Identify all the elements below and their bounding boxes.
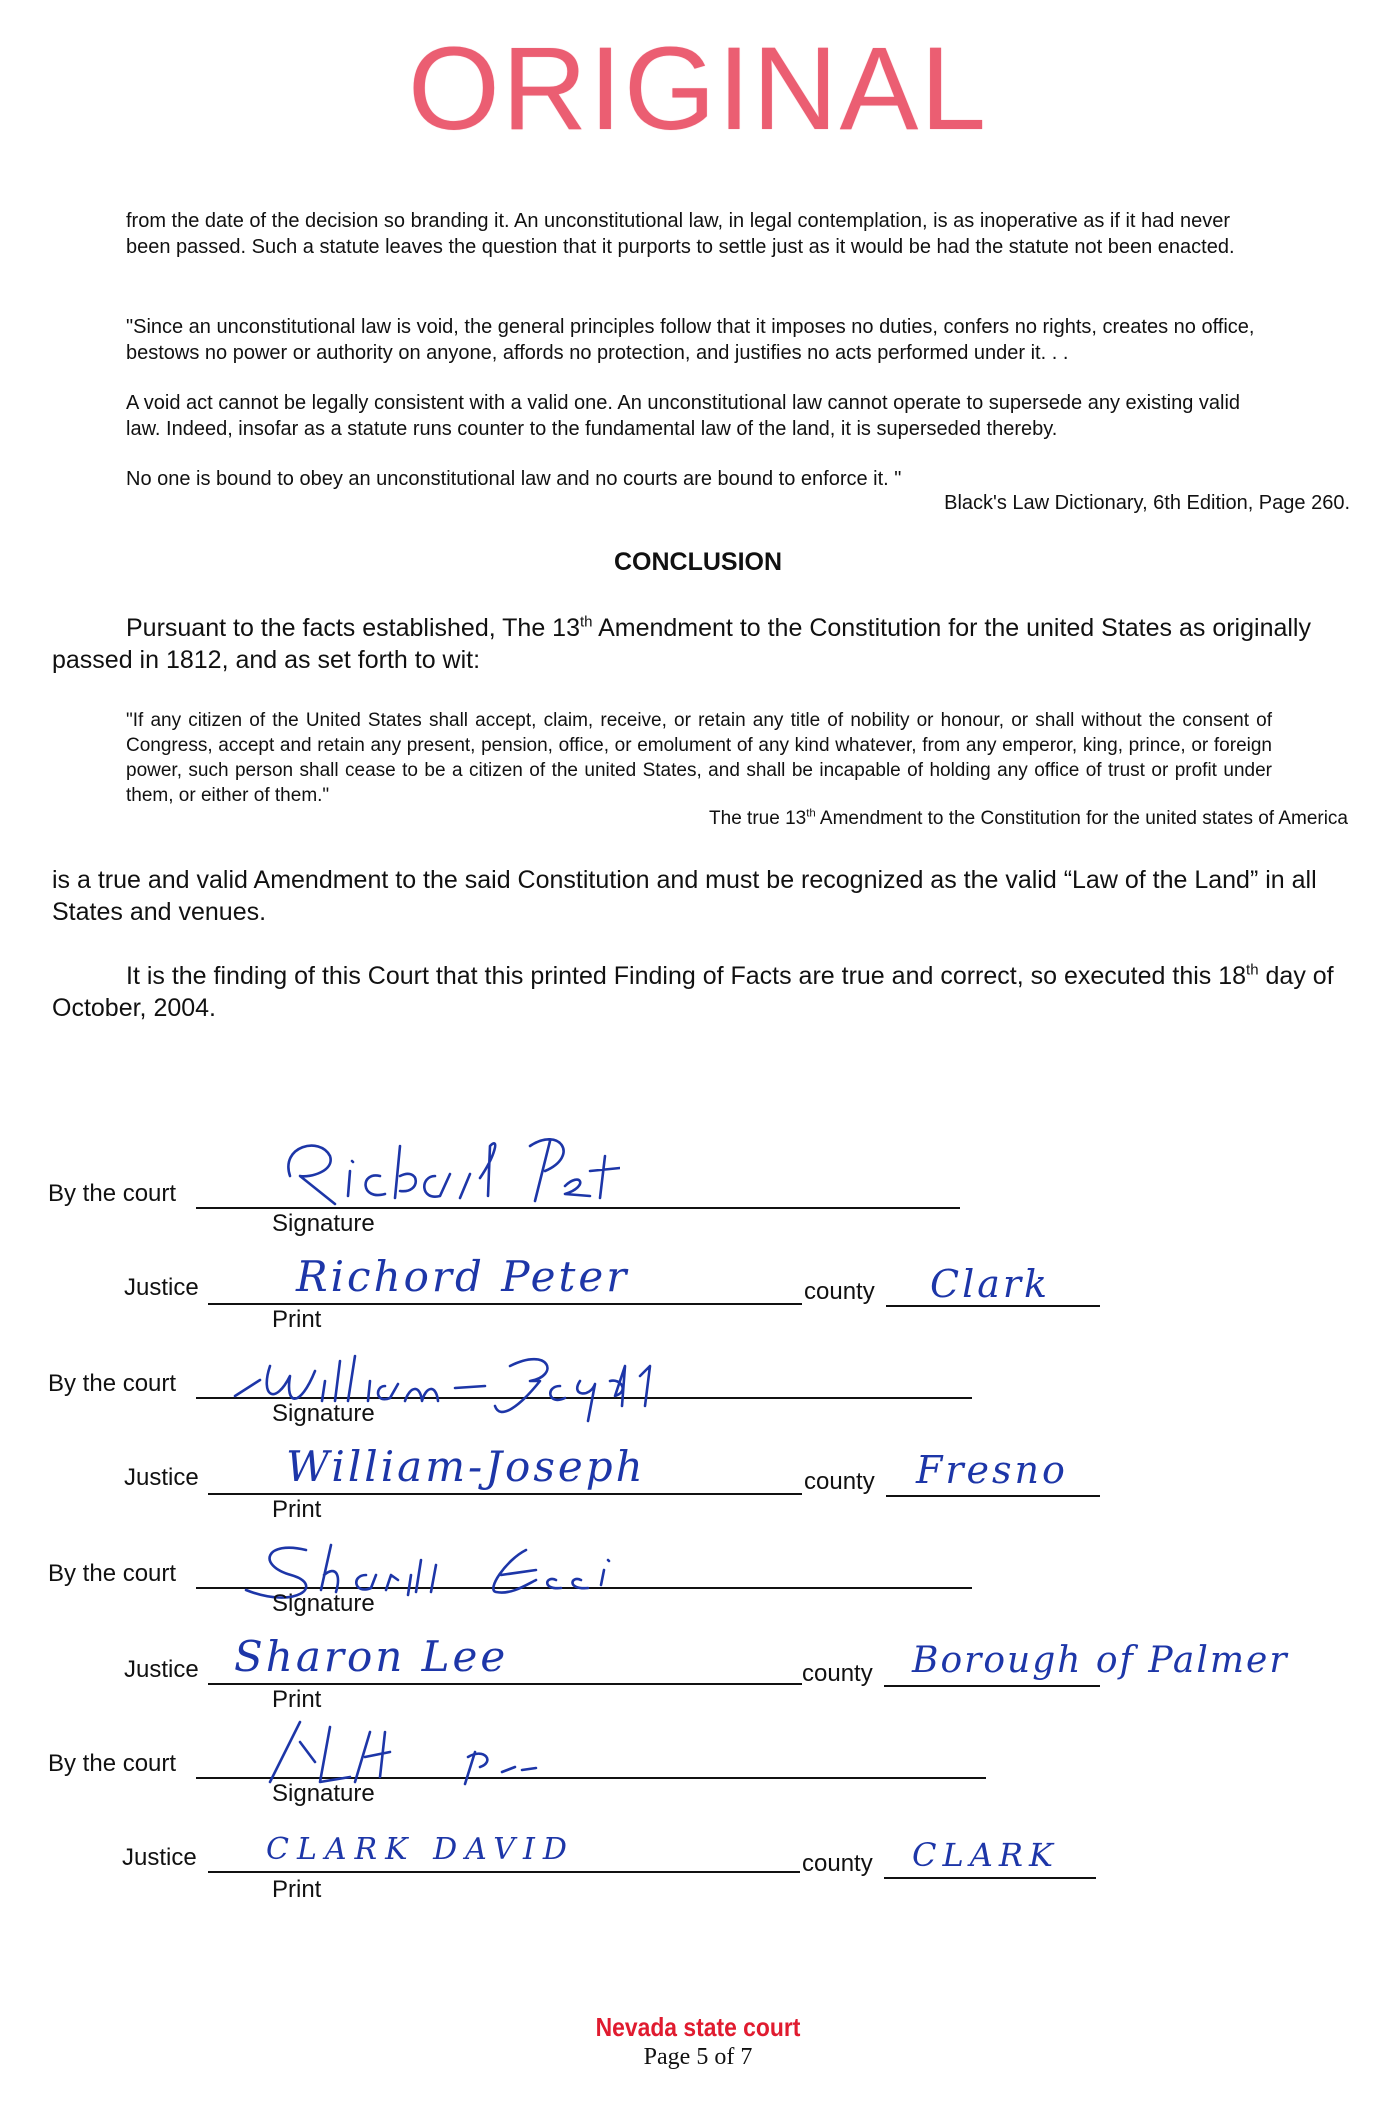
conclusion-intro	[52, 612, 1352, 676]
county-line	[884, 1877, 1096, 1879]
by-the-court-label: By the court	[48, 1180, 177, 1207]
intro-text-b: Amendment to the Constitution for the united States as originally passed in 1812, and as set forth to wit:	[52, 614, 1311, 674]
county-name: Borough of Palmer	[912, 1640, 1289, 1681]
quote-attr-b: Amendment to the Constitution for the united states of America	[815, 808, 1348, 829]
print-line	[208, 1493, 802, 1495]
intro-sup: th	[580, 613, 593, 631]
print-name: CLARK DAVID	[266, 1832, 575, 1867]
amendment-quote: "If any citizen of the United States shall accept, claim, receive, or retain any title of nobility or honour, or shall without the consent of Congress, accept and retain any present, pension, office, or emolument of any kind whatever, from any emperor, king, prince, or foreign power, such person shall cease to be a citizen of the united States, and shall be incapable of holding any office of trust or profit under them, or either of them."	[126, 710, 1272, 806]
signature-caption: Signature	[272, 1400, 375, 1427]
county-line	[884, 1685, 1100, 1687]
valid-amendment-statement: is a true and valid Amendment to the said Constitution and must be recognized as the valid “Law of the Land” in all States and venues.	[52, 866, 1317, 926]
signature-caption: Signature	[272, 1210, 375, 1237]
section-heading: CONCLUSION	[613, 548, 783, 576]
signature-caption: Signature	[272, 1780, 375, 1807]
print-name: William-Joseph	[286, 1442, 646, 1491]
original-stamp: ORIGINAL	[408, 23, 988, 155]
justice-label: Justice	[124, 1274, 199, 1301]
by-the-court-label: By the court	[48, 1370, 177, 1397]
by-the-court-label: By the court	[48, 1750, 177, 1777]
citation: Black's Law Dictionary, 6th Edition, Page 260.	[944, 492, 1350, 514]
finding-statement	[52, 960, 1352, 1024]
county-name: Clark	[930, 1262, 1051, 1306]
handwritten-signature-richard-peter	[260, 1116, 620, 1216]
paragraph-3: A void act cannot be legally consistent with a valid one. An unconstitutional law cannot operate to supersede any existing valid law. Indeed, insofar as a statute runs counter to the fundamental law of the land, it is superseded thereby.	[126, 392, 1241, 440]
paragraph-1: from the date of the decision so branding it. An unconstitutional law, in legal contemplation, is as inoperative as if it had never been passed. Such a statute leaves the question that it purports to settle just as it would be had the statute not been enacted.	[126, 210, 1235, 258]
print-line	[208, 1303, 802, 1305]
print-caption: Print	[272, 1876, 322, 1903]
by-the-court-label: By the court	[48, 1560, 177, 1587]
justice-label: Justice	[122, 1844, 197, 1871]
county-name: CLARK	[912, 1836, 1059, 1874]
print-name: Sharon Lee	[234, 1632, 509, 1681]
finding-text-b: day of October, 2004.	[52, 962, 1334, 1022]
county-label: county	[804, 1468, 875, 1495]
court-footer: Nevada state court	[595, 2012, 801, 2042]
county-label: county	[804, 1278, 875, 1305]
county-line	[886, 1495, 1100, 1497]
quote-attr-sup: th	[806, 807, 816, 820]
print-caption: Print	[272, 1686, 322, 1713]
signature-caption: Signature	[272, 1590, 375, 1617]
finding-text-a: It is the finding of this Court that this printed Finding of Facts are true and correct, so executed this 18	[126, 962, 1247, 990]
print-line	[208, 1871, 800, 1873]
print-caption: Print	[272, 1306, 322, 1333]
intro-text-a: Pursuant to the facts established, The 13	[126, 614, 580, 642]
print-caption: Print	[272, 1496, 322, 1523]
county-name: Fresno	[916, 1448, 1068, 1492]
justice-label: Justice	[124, 1656, 199, 1683]
quote-attr-a: The true 13	[709, 808, 807, 829]
justice-label: Justice	[124, 1464, 199, 1491]
county-label: county	[802, 1660, 873, 1687]
quote-attribution	[709, 808, 1348, 830]
county-label: county	[802, 1850, 873, 1877]
paragraph-2: "Since an unconstitutional law is void, the general principles follow that it imposes no duties, confers no rights, creates no office, bestows no power or authority on anyone, affords no protection, and justifies no acts performed under it. . .	[126, 316, 1255, 364]
page-number: Page 5 of 7	[643, 2044, 753, 2070]
finding-sup: th	[1246, 961, 1259, 979]
paragraph-4: No one is bound to obey an unconstitutional law and no courts are bound to enforce it. "	[126, 468, 902, 490]
print-line	[208, 1683, 802, 1685]
print-name: Richord Peter	[296, 1252, 630, 1301]
